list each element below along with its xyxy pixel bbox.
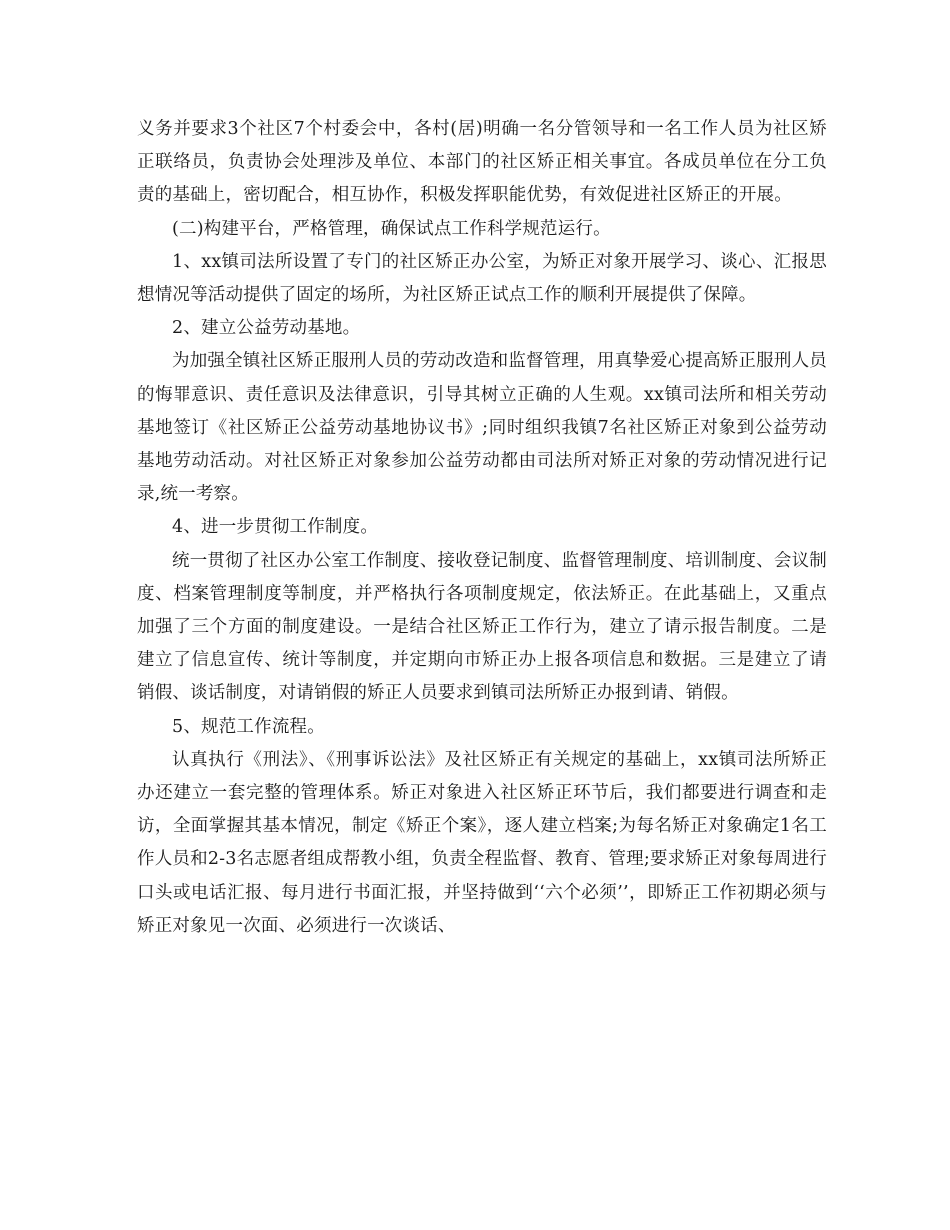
item-heading-5: 5、规范工作流程。 (172, 716, 325, 737)
document-page (137, 113, 827, 943)
item-heading-2: 2、建立公益劳动基地。 (172, 318, 361, 339)
paragraph-workflow: 认真执行《刑法》、《刑事诉讼法》及社区矫正有关规定的基础上，xx镇司法所矫正办还建立一套完整的管理体系。矫正对象进入社区矫正环节后，我们都要进行调查和走访，全面掌握其基本情况，制定《矫正个案》，逐人建立档案;为每名矫正对象确定1名工作人员和2-3名志愿者组成帮教小组，负责全程监督、教育、管理;要求矫正对象每周进行口头或电话汇报、每月进行书面汇报，并坚持做到‘‘六个必须’’，即矫正工作初期必须与矫正对象见一次面、必须进行一次谈话、 (137, 749, 827, 936)
item-heading-4: 4、进一步贯彻工作制度。 (172, 517, 379, 538)
paragraph-item-1: 1、xx镇司法所设置了专门的社区矫正办公室，为矫正对象开展学习、谈心、汇报思想情况等活动提供了固定的场所，为社区矫正试点工作的顺利开展提供了保障。 (137, 251, 827, 306)
paragraph-labor-base: 为加强全镇社区矫正服刑人员的劳动改造和监督管理，用真挚爱心提高矫正服刑人员的悔罪意识、责任意识及法律意识，引导其树立正确的人生观。xx镇司法所和相关劳动基地签订《社区矫正公益劳动基地协议书》;同时组织我镇7名社区矫正对象到公益劳动基地劳动活动。对社区矫正对象参加公益劳动都由司法所对矫正对象的劳动情况进行记录,统一考察。 (137, 351, 827, 505)
paragraph-1: 义务并要求3个社区7个村委会中，各村(居)明确一名分管领导和一名工作人员为社区矫正联络员，负责协会处理涉及单位、本部门的社区矫正相关事宜。各成员单位在分工负责的基础上，密切配合，相互协作，积极发挥职能优势，有效促进社区矫正的开展。 (137, 119, 827, 206)
section-heading-2: (二)构建平台，严格管理，确保试点工作科学规范运行。 (172, 218, 611, 239)
paragraph-system: 统一贯彻了社区办公室工作制度、接收登记制度、监督管理制度、培训制度、会议制度、档案管理制度等制度，并严格执行各项制度规定，依法矫正。在此基础上，又重点加强了三个方面的制度建设。一是结合社区矫正工作行为，建立了请示报告制度。二是建立了信息宣传、统计等制度，并定期向市矫正办上报各项信息和数据。三是建立了请销假、谈话制度，对请销假的矫正人员要求到镇司法所矫正办报到请、销假。 (137, 550, 827, 704)
